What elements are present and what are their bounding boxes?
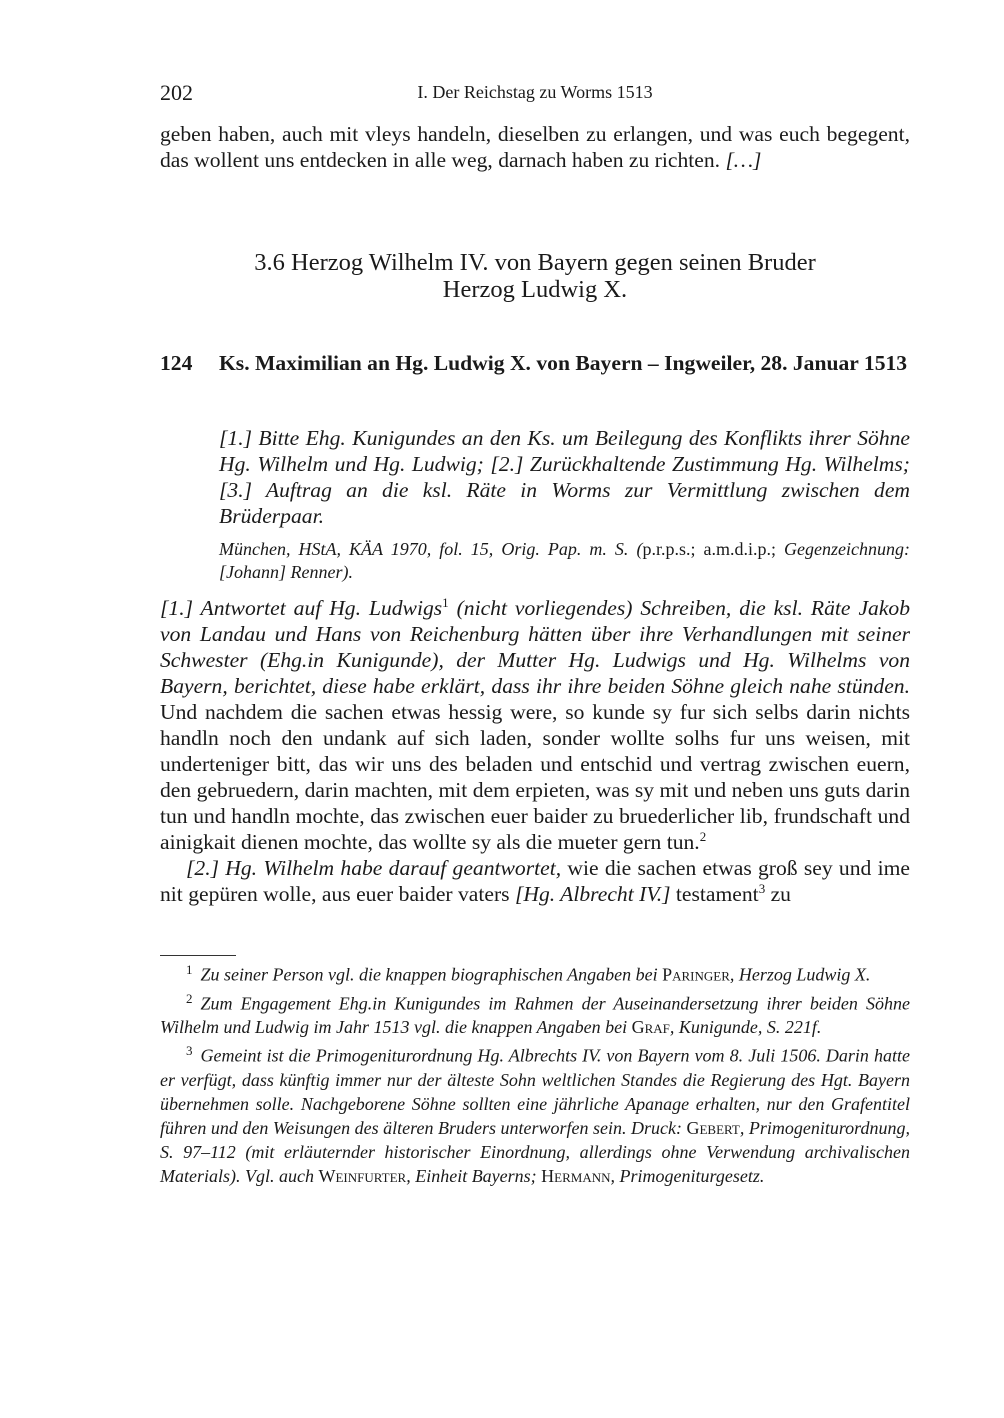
p1-italic-a: [1.] Antwortet auf Hg. Ludwigs bbox=[160, 596, 443, 620]
ellipsis: […] bbox=[725, 148, 762, 172]
continuation-paragraph bbox=[160, 121, 910, 173]
p1-italic-b: (nicht vorliegendes) Schreiben, die ksl. Räte Jakob von Landau und Hans von Reichenburg hätten über ihre Verhandlungen mit seiner Schwester (Ehg.in Kunigunde), der Mutter Hg. Ludwigs und Hg. Wilhelms von Bayern, berichtet, diese habe erklärt, dass ihr ihre beiden Söhne gleich nahe stünden. bbox=[160, 596, 910, 698]
footnote-3 bbox=[160, 1039, 910, 1188]
footnotes bbox=[160, 958, 910, 1188]
footnote-3-author-2: Weinfurter bbox=[318, 1165, 407, 1186]
footnote-1-text-a: Zu seiner Person vgl. die knappen biographischen Angaben bei bbox=[200, 964, 663, 985]
footnote-1 bbox=[160, 958, 910, 987]
footnote-3-text-d: , Primogeniturgesetz. bbox=[610, 1165, 765, 1186]
document-number: 124 bbox=[160, 351, 193, 375]
footnote-3-author-1: Gebert bbox=[686, 1117, 740, 1138]
source-text-b: p.r.p.s.; bbox=[642, 539, 696, 559]
footnote-2-text-a: Zum Engagement Ehg.in Kunigundes im Rahmen der Auseinandersetzung ihrer beiden Söhne Wilhelm und Ludwig im Jahr 1513 vgl. die knappen Angaben bei bbox=[160, 993, 910, 1037]
footnote-3-text-b: , Primogeniturordnung, S. 97–112 (mit erläuternder historischer Einordnung, allerdings ohne Verwendung archivalischen Materials). Vgl. auch bbox=[160, 1117, 911, 1186]
running-title: I. Der Reichstag zu Worms 1513 bbox=[417, 82, 653, 102]
footnote-1-author: Paringer bbox=[662, 964, 730, 985]
section-heading-line1: 3.6 Herzog Wilhelm IV. von Bayern gegen seinen Bruder bbox=[254, 249, 816, 276]
paragraph-2 bbox=[160, 855, 910, 907]
footnote-divider bbox=[160, 955, 236, 956]
p2-roman-b: testament bbox=[670, 882, 759, 906]
footnote-3-text-a: Gemeint ist die Primogeniturordnung Hg. Albrechts IV. von Bayern vom 8. Juli 1506. Darin hatte er verfügt, dass künftig immer nur der älteste Sohn weltlichen Standes die Regierung des Hgt. Bayern übernehmen solle. Nachgeborene Söhne sollten eine jährliche Apanage erhalten, nur den Grafentitel führen und den Weisungen des älteren Bruders unterworfen sein. Druck: bbox=[160, 1045, 910, 1138]
document-heading bbox=[160, 350, 910, 376]
source-text-a: München, HStA, KÄA 1970, fol. 15, Orig. Pap. m. S. ( bbox=[219, 539, 643, 559]
footnote-3-author-3: Hermann bbox=[541, 1165, 611, 1186]
page-number: 202 bbox=[160, 80, 193, 105]
section-heading-line2: Herzog Ludwig X. bbox=[442, 276, 628, 303]
p2-italic: [2.] Hg. Wilhelm habe darauf geantwortet, bbox=[186, 856, 562, 880]
page-header bbox=[160, 80, 910, 108]
section-heading bbox=[160, 249, 910, 303]
source-note bbox=[219, 538, 910, 584]
regest: [1.] Bitte Ehg. Kunigundes an den Ks. um Beilegung des Konflikts ihrer Söhne Hg. Wilhelm und Hg. Ludwig; [2.] Zurückhaltende Zustimmung Hg. Wilhelms; [3.] Auftrag an die ksl. Räte in Worms zur Vermittlung zwischen dem Brüderpaar. bbox=[219, 426, 910, 528]
p2-italic-b: [Hg. Albrecht IV.] bbox=[514, 882, 671, 906]
p1-roman: Und nachdem die sachen etwas hessig were, so kunde sy fur sich selbs darin nichts handln noch den undank auf sich laden, sonder wollte solhs fur uns weisen, mit underteniger bitt, das wir uns des beladen und entschid und vertrag zwischen euern, den gebruedern, darin machten, mit dem erpieten, was sy mit und neben uns guts darin tun und handln mochte, das zwischen euer baider zu bruederlicher lib, frundschaft und ainigkait dienen mochte, das wollte sy als die mueter gern tun. bbox=[160, 700, 910, 854]
footnote-1-number: 1 bbox=[186, 962, 193, 977]
footnote-ref-2[interactable]: 2 bbox=[699, 829, 707, 845]
footnote-ref-1[interactable]: 1 bbox=[442, 595, 449, 611]
source-text-c: a.m.d.i.p.; bbox=[695, 539, 776, 559]
footnote-1-text-b: , Herzog Ludwig X. bbox=[729, 964, 871, 985]
footnote-ref-3[interactable]: 3 bbox=[758, 881, 766, 897]
main-text bbox=[160, 595, 910, 907]
footnote-2-author: Graf bbox=[631, 1017, 670, 1037]
footnote-2-text-b: , Kunigunde, S. 221f. bbox=[669, 1017, 822, 1037]
footnote-2 bbox=[160, 987, 910, 1040]
continuation-text: geben haben, auch mit vleys handeln, dieselben zu erlangen, und was euch begegent, das wollent uns entdecken in alle weg, darnach haben zu richten. bbox=[160, 122, 910, 172]
footnote-3-number: 3 bbox=[186, 1043, 193, 1058]
footnote-3-text-c: , Einheit Bayerns; bbox=[406, 1165, 537, 1186]
document-title: Ks. Maximilian an Hg. Ludwig X. von Bayern – Ingweiler, 28. Januar 1513 bbox=[219, 351, 908, 375]
source-text-d: Gegenzeichnung: [Johann] Renner). bbox=[219, 539, 910, 582]
p2-roman-c: zu bbox=[765, 882, 791, 906]
footnote-2-number: 2 bbox=[186, 990, 193, 1006]
paragraph-1 bbox=[160, 595, 910, 855]
p2-roman-a: wie die sachen etwas groß sey und ime nit gepüren wolle, aus euer baider vaters bbox=[160, 856, 910, 906]
